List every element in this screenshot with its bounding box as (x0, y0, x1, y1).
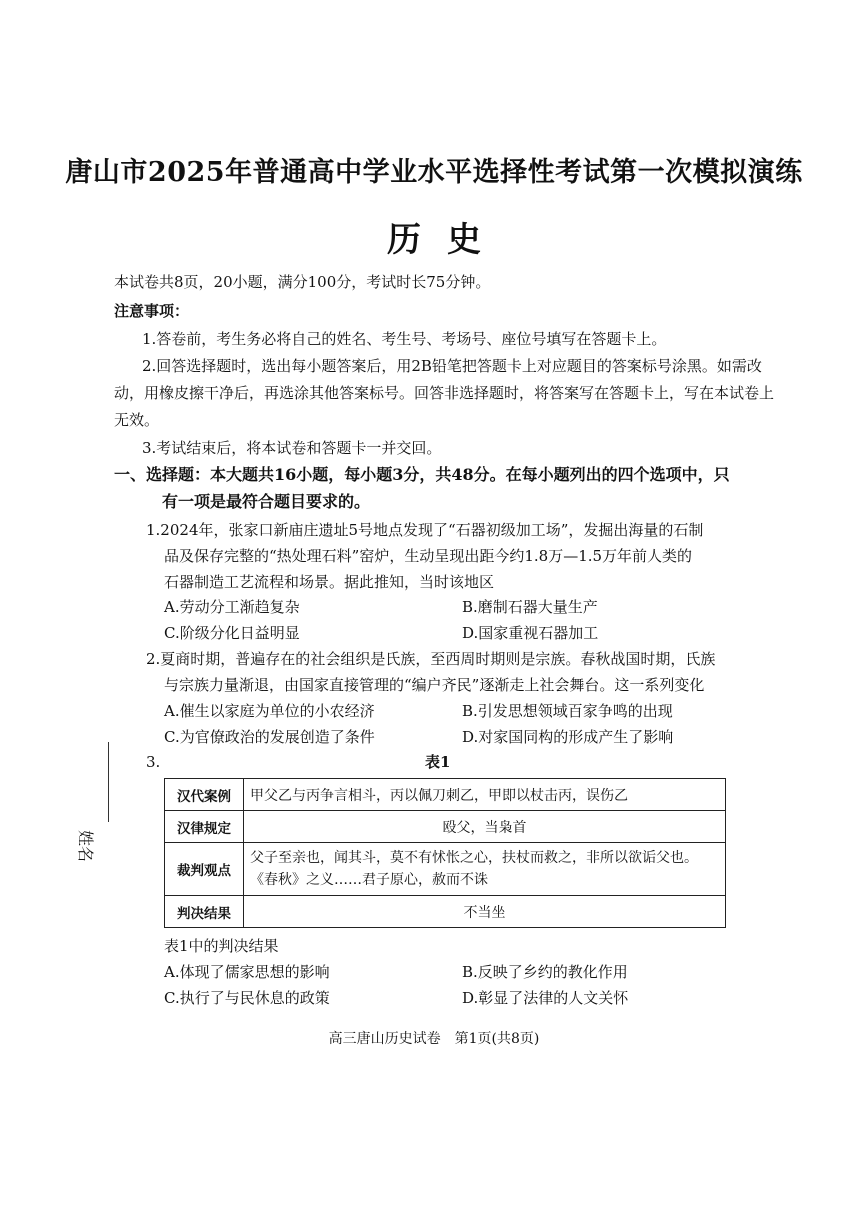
table-cell: 不当坐 (244, 896, 726, 928)
q1-option-a: A.劳动分工渐趋复杂 (164, 598, 300, 616)
q1-option-d: D.国家重视石器加工 (462, 624, 599, 642)
case-table (164, 778, 726, 928)
table-row-header: 汉律规定 (165, 811, 244, 843)
q3-number: 3. (146, 753, 161, 771)
table-cell: 殴父，当枭首 (244, 811, 726, 843)
table-row-header: 裁判观点 (165, 843, 244, 896)
exam-title: 唐山市2025年普通高中学业水平选择性考试第一次模拟演练 (65, 157, 803, 188)
q3-option-a: A.体现了儒家思想的影响 (164, 963, 330, 981)
note-2-line-2: 动，用橡皮擦干净后，再选涂其他答案标号。回答非选择题时，将答案写在答题卡上，写在本试卷上 (114, 384, 775, 402)
table-cell (244, 843, 726, 896)
table-cell-line: 《春秋》之义……君子原心，赦而不诛 (250, 872, 488, 888)
table-cell-line: 父子至亲也，闻其斗，莫不有怵怅之心，扶杖而救之，非所以欲诟父也。 (250, 850, 698, 866)
q1-stem-line-3: 石器制造工艺流程和场景。据此推知，当时该地区 (164, 573, 495, 591)
note-3: 3.考试结束后，将本试卷和答题卡一并交回。 (142, 439, 442, 457)
q2-stem-line-1: 2.夏商时期，普遍存在的社会组织是氏族，至西周时期则是宗族。春秋战国时期，氏族 (146, 650, 716, 668)
q3-option-c: C.执行了与民休息的政策 (164, 989, 330, 1007)
q1-stem-line-2: 品及保存完整的“热处理石料”窑炉，生动呈现出距今约1.8万—1.5万年前人类的 (164, 547, 693, 565)
notes-heading: 注意事项： (114, 302, 190, 320)
table-row (165, 896, 726, 928)
table-row-header: 判决结果 (165, 896, 244, 928)
q2-stem-line-2: 与宗族力量渐退，由国家直接管理的“编户齐民”逐渐走上社会舞台。这一系列变化 (164, 676, 705, 694)
table-row (165, 843, 726, 896)
table-cell: 甲父乙与丙争言相斗，丙以佩刀刺乙，甲即以杖击丙，误伤乙 (244, 779, 726, 811)
subject-title: 历史 (387, 220, 507, 260)
q2-option-b: B.引发思想领域百家争鸣的出现 (462, 702, 673, 720)
name-blank-line (108, 742, 109, 822)
q1-option-b: B.磨制石器大量生产 (462, 598, 598, 616)
q3-option-d: D.彰显了法律的人文关怀 (462, 989, 629, 1007)
exam-intro: 本试卷共8页，20小题，满分100分，考试时长75分钟。 (114, 273, 491, 291)
q2-option-d: D.对家国同构的形成产生了影响 (462, 728, 674, 746)
table-row (165, 779, 726, 811)
q1-stem-line-1: 1.2024年，张家口新庙庄遗址5号地点发现了“石器初级加工场”，发掘出海量的石制 (146, 521, 704, 539)
section-1-heading-cont: 有一项是最符合题目要求的。 (162, 492, 371, 511)
table-caption: 表1 (425, 753, 451, 771)
q1-option-c: C.阶级分化日益明显 (164, 624, 300, 642)
table-row-header: 汉代案例 (165, 779, 244, 811)
page-footer: 高三唐山历史试卷 第1页(共8页) (328, 1031, 540, 1047)
name-label: 姓名 (76, 830, 95, 863)
q2-option-c: C.为官僚政治的发展创造了条件 (164, 728, 375, 746)
q3-stem: 表1中的判决结果 (164, 937, 279, 955)
note-2-line-1: 2.回答选择题时，选出每小题答案后，用2B铅笔把答题卡上对应题目的答案标号涂黑。如需改 (142, 357, 762, 375)
note-1: 1.答卷前，考生务必将自己的姓名、考生号、考场号、座位号填写在答题卡上。 (142, 330, 667, 348)
q3-option-b: B.反映了乡约的教化作用 (462, 963, 628, 981)
table-row (165, 811, 726, 843)
q2-option-a: A.催生以家庭为单位的小农经济 (164, 702, 375, 720)
section-1-heading: 一、选择题：本大题共16小题，每小题3分，共48分。在每小题列出的四个选项中，只 (114, 465, 730, 484)
note-2-line-3: 无效。 (114, 411, 160, 429)
